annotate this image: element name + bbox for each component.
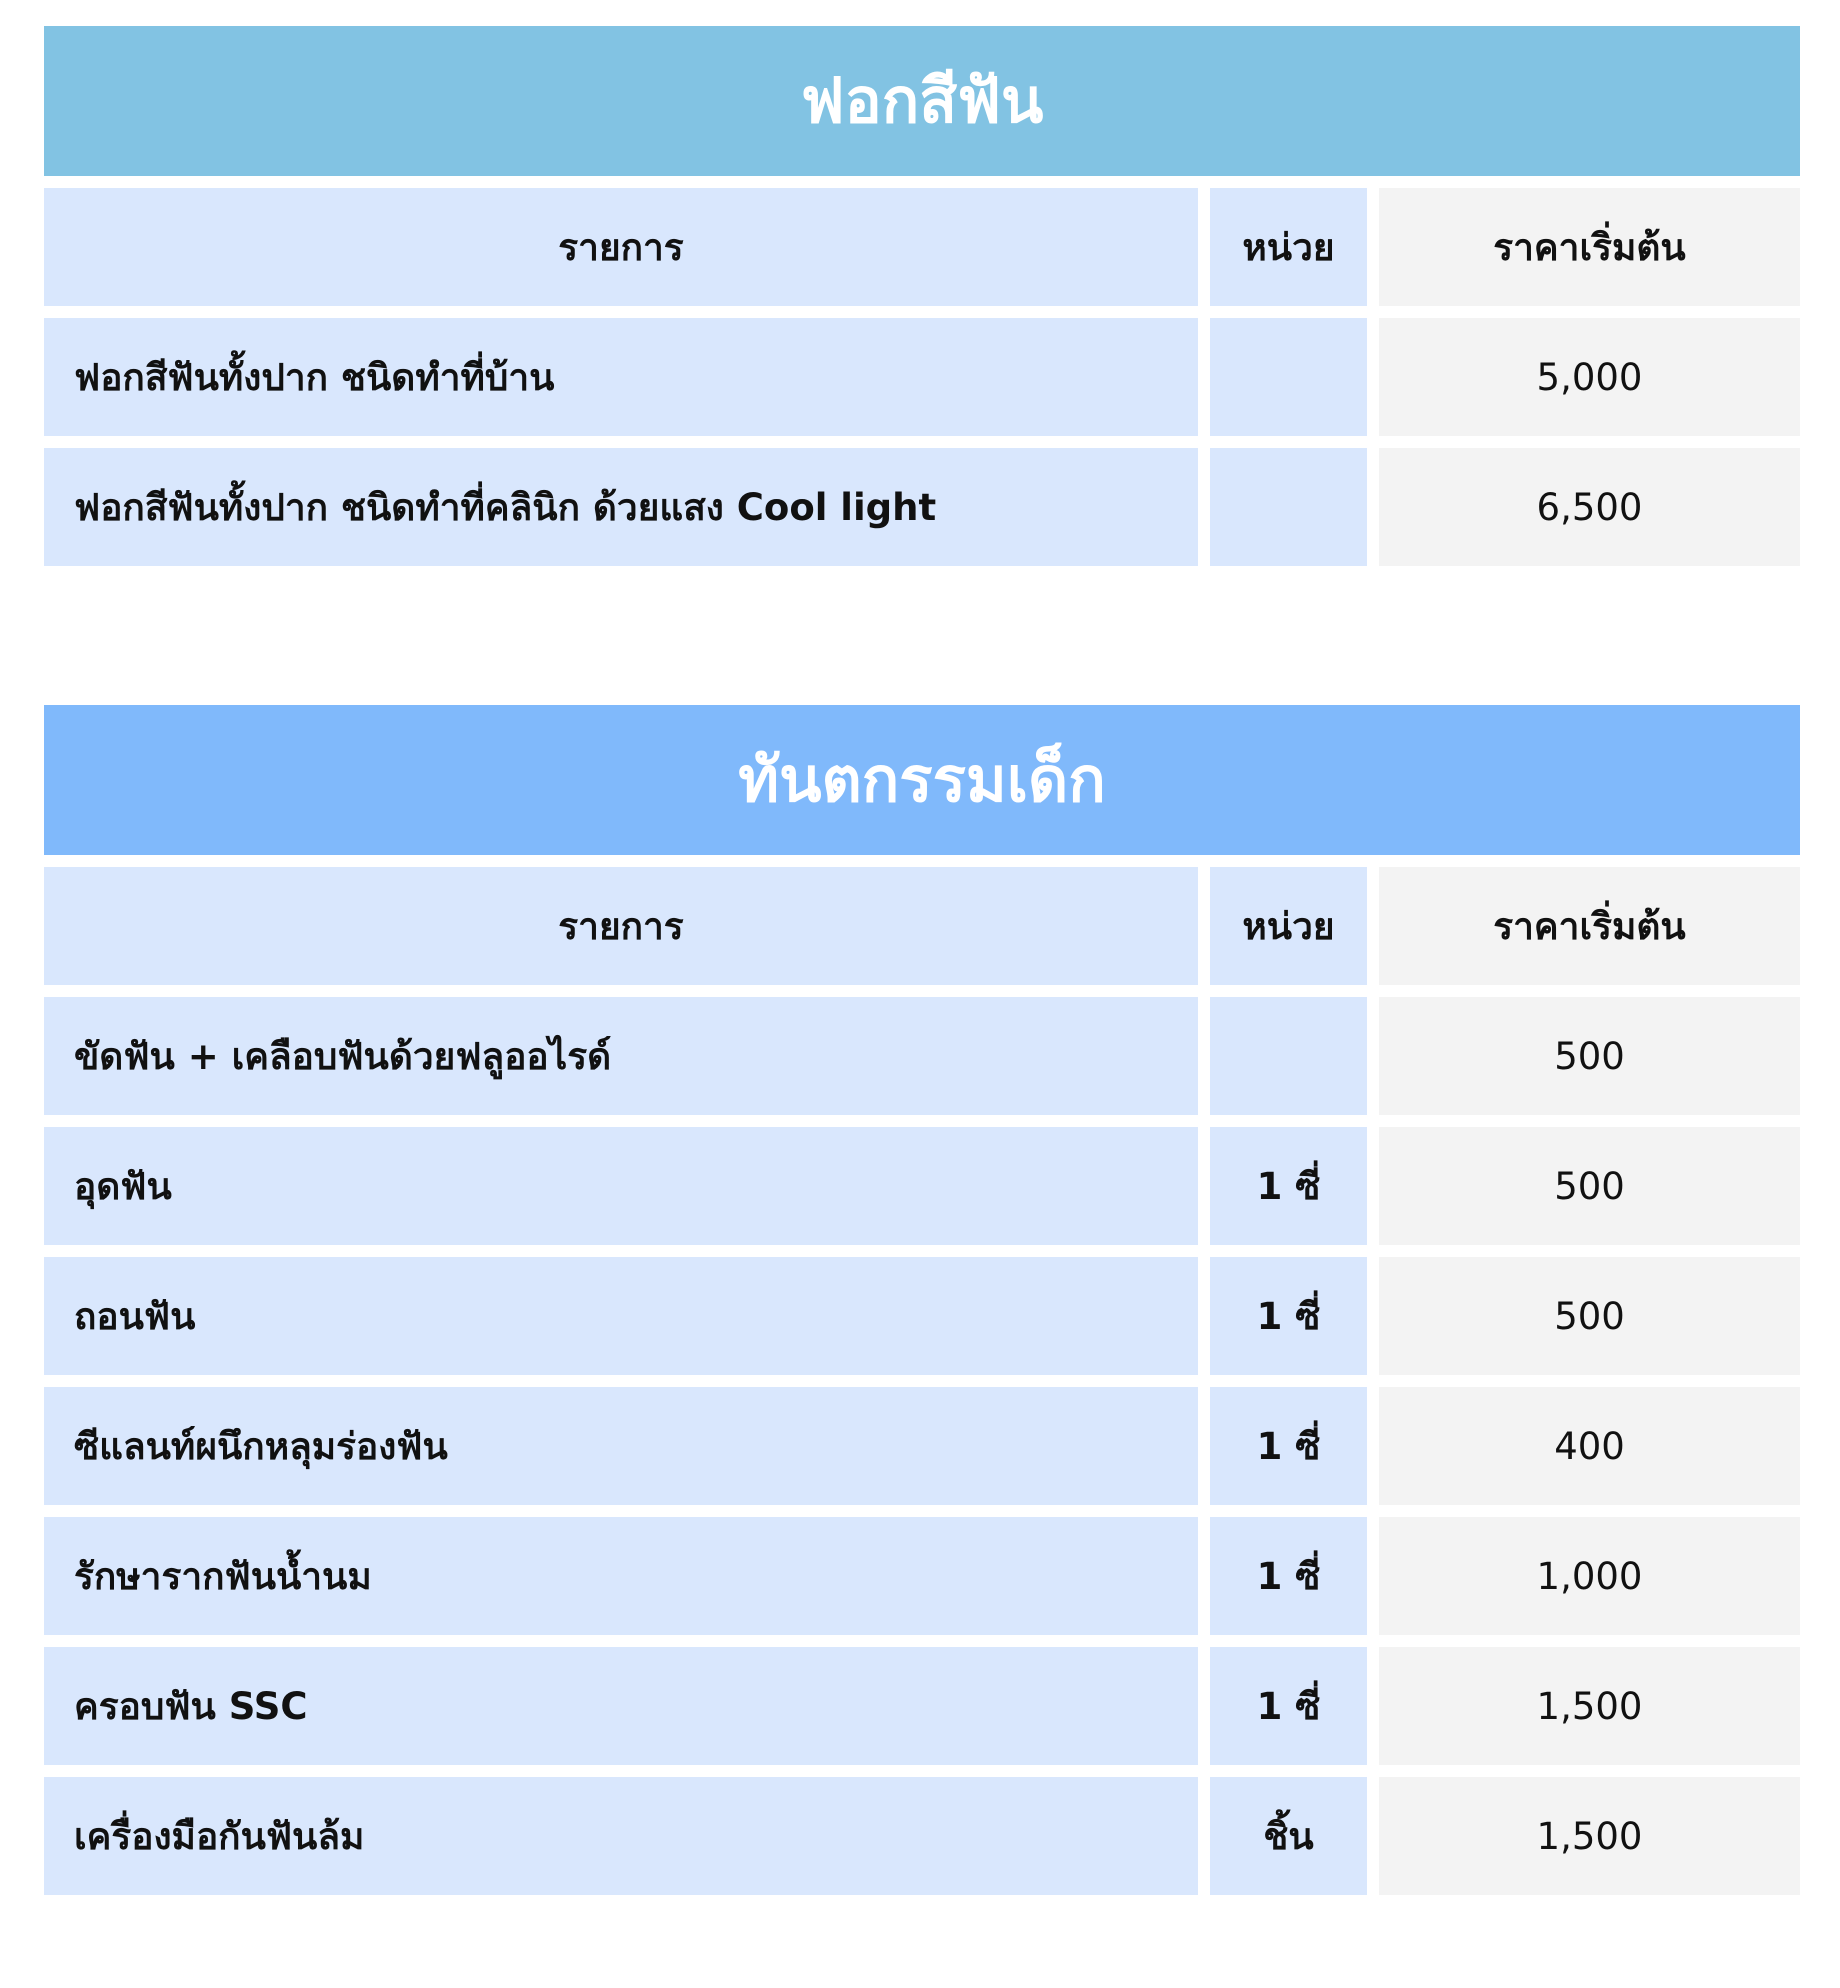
item-unit: ชิ้น bbox=[1210, 1777, 1367, 1895]
item-unit: 1 ซี่ bbox=[1210, 1517, 1367, 1635]
item-price: 500 bbox=[1379, 1257, 1800, 1375]
item-name: อุดฟัน bbox=[44, 1127, 1198, 1245]
table-row bbox=[44, 1517, 1800, 1635]
table-row bbox=[44, 448, 1800, 566]
item-name: รักษารากฟันน้ำนม bbox=[44, 1517, 1198, 1635]
column-header-price: ราคาเริ่มต้น bbox=[1379, 188, 1800, 306]
item-name: ฟอกสีฟันทั้งปาก ชนิดทำที่บ้าน bbox=[44, 318, 1198, 436]
item-unit: 1 ซี่ bbox=[1210, 1127, 1367, 1245]
column-header-item: รายการ bbox=[44, 867, 1198, 985]
item-name: ถอนฟัน bbox=[44, 1257, 1198, 1375]
table-header bbox=[44, 867, 1800, 985]
item-name: ซีแลนท์ผนึกหลุมร่องฟัน bbox=[44, 1387, 1198, 1505]
column-header-unit: หน่วย bbox=[1210, 867, 1367, 985]
item-unit: 1 ซี่ bbox=[1210, 1387, 1367, 1505]
table-row bbox=[44, 1127, 1800, 1245]
column-header-price: ราคาเริ่มต้น bbox=[1379, 867, 1800, 985]
item-name: ครอบฟัน SSC bbox=[44, 1647, 1198, 1765]
item-name: เครื่องมือกันฟันล้ม bbox=[44, 1777, 1198, 1895]
item-price: 6,500 bbox=[1379, 448, 1800, 566]
item-price: 400 bbox=[1379, 1387, 1800, 1505]
table-row bbox=[44, 318, 1800, 436]
table-row bbox=[44, 1777, 1800, 1895]
table-row bbox=[44, 1257, 1800, 1375]
item-unit: 1 ซี่ bbox=[1210, 1647, 1367, 1765]
column-header-unit: หน่วย bbox=[1210, 188, 1367, 306]
item-price: 500 bbox=[1379, 1127, 1800, 1245]
section-title: ทันตกรรมเด็ก bbox=[44, 705, 1800, 855]
item-unit bbox=[1210, 997, 1367, 1115]
section-title: ฟอกสีฟัน bbox=[44, 26, 1800, 176]
item-price: 500 bbox=[1379, 997, 1800, 1115]
section-teeth-whitening bbox=[44, 26, 1800, 566]
item-price: 1,000 bbox=[1379, 1517, 1800, 1635]
item-price: 1,500 bbox=[1379, 1777, 1800, 1895]
section-pediatric-dentistry bbox=[44, 705, 1800, 1895]
item-unit: 1 ซี่ bbox=[1210, 1257, 1367, 1375]
column-header-item: รายการ bbox=[44, 188, 1198, 306]
item-unit bbox=[1210, 318, 1367, 436]
item-price: 1,500 bbox=[1379, 1647, 1800, 1765]
table-header bbox=[44, 188, 1800, 306]
item-unit bbox=[1210, 448, 1367, 566]
table-row bbox=[44, 997, 1800, 1115]
item-price: 5,000 bbox=[1379, 318, 1800, 436]
table-row bbox=[44, 1387, 1800, 1505]
table-row bbox=[44, 1647, 1800, 1765]
item-name: ฟอกสีฟันทั้งปาก ชนิดทำที่คลินิก ด้วยแสง Cool light bbox=[44, 448, 1198, 566]
item-name: ขัดฟัน + เคลือบฟันด้วยฟลูออไรด์ bbox=[44, 997, 1198, 1115]
